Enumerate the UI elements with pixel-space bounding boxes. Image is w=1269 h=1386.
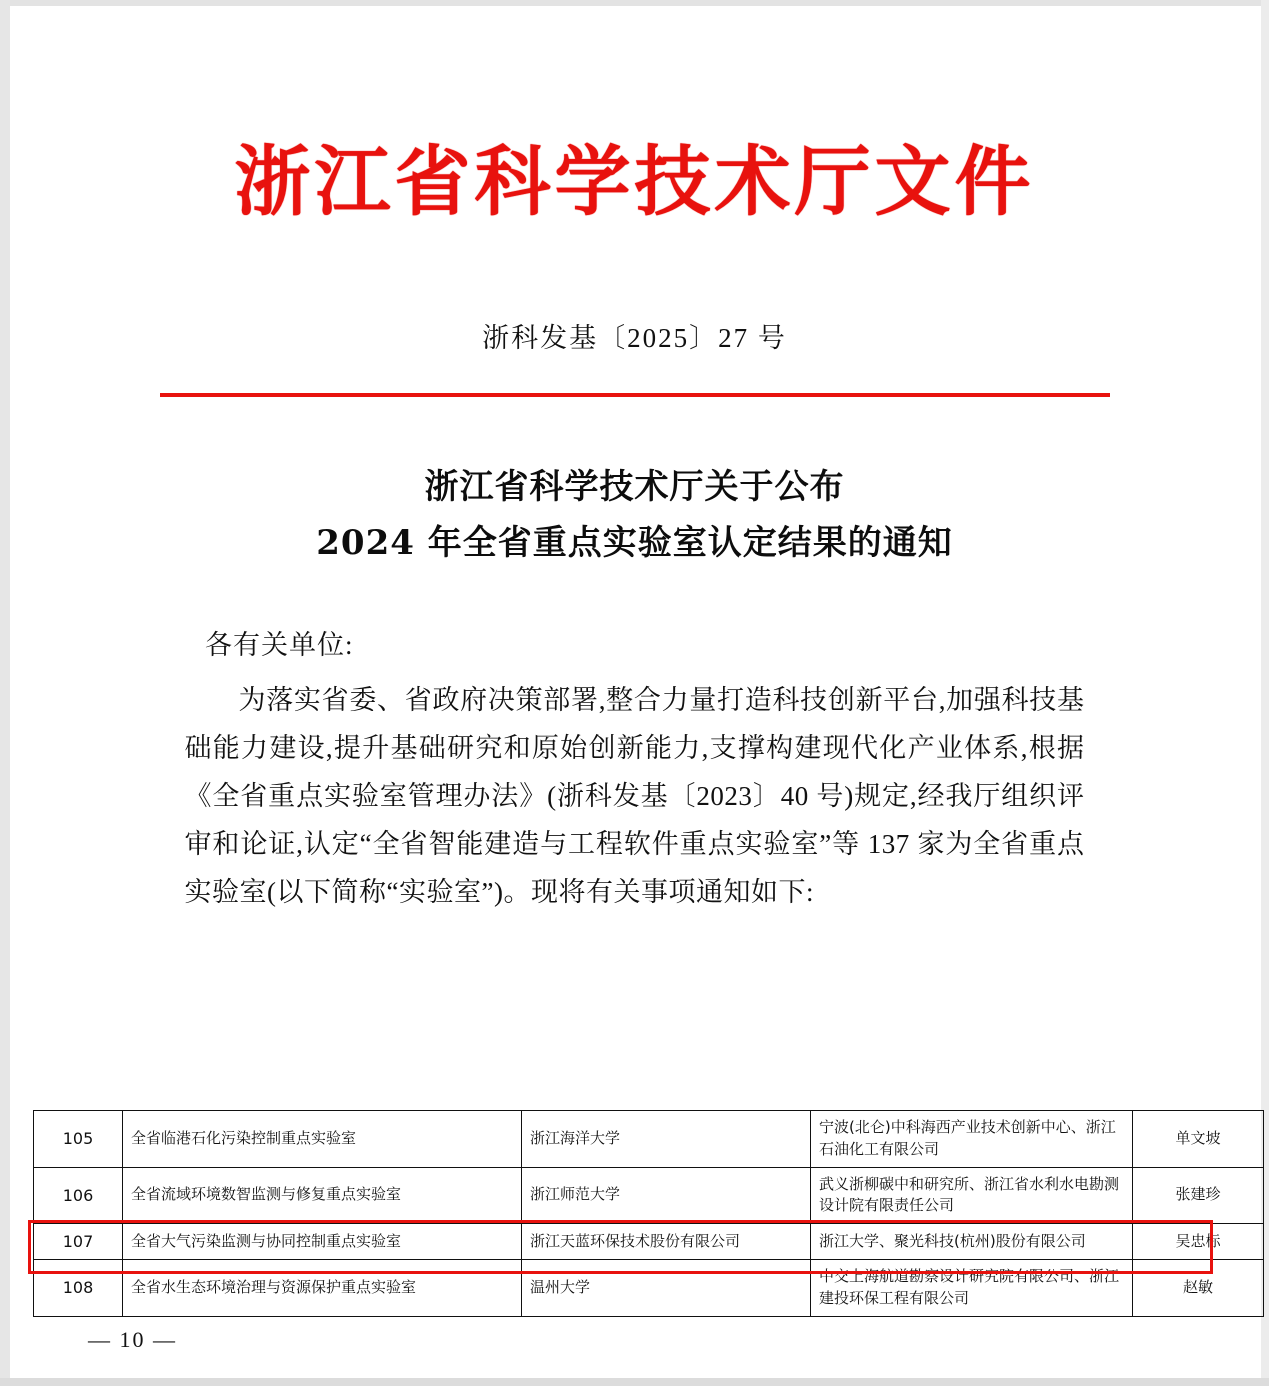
red-divider-rule (160, 393, 1110, 397)
lab-table (33, 1110, 1264, 1317)
cell-host-unit: 温州大学 (522, 1260, 811, 1317)
cell-host-unit: 浙江天蓝环保技术股份有限公司 (522, 1224, 811, 1260)
scan-edge-bottom (0, 1378, 1269, 1386)
table-row (34, 1260, 1264, 1317)
page-number: — 10 — (88, 1327, 177, 1352)
cell-no: 108 (34, 1260, 123, 1317)
cell-lab-name: 全省大气污染监测与协同控制重点实验室 (123, 1224, 522, 1260)
page-title-line2: 2024 年全省重点实验室认定结果的通知 (316, 522, 953, 563)
lab-table-body (34, 1111, 1264, 1317)
cell-no: 106 (34, 1167, 123, 1224)
cell-person: 单文坡 (1133, 1111, 1264, 1168)
cell-no: 105 (34, 1111, 123, 1168)
document-number: 浙科发基〔2025〕27 号 (482, 322, 787, 353)
masthead-title: 浙江省科学技术厅文件 (234, 137, 1035, 226)
cell-person: 赵敏 (1133, 1260, 1264, 1317)
cell-cooperation-unit: 浙江大学、聚光科技(杭州)股份有限公司 (811, 1224, 1133, 1260)
table-row-highlighted (34, 1224, 1264, 1260)
cell-cooperation-unit: 武义浙柳碳中和研究所、浙江省水利水电勘测设计院有限责任公司 (811, 1167, 1133, 1224)
cell-person: 张建珍 (1133, 1167, 1264, 1224)
page-title (0, 459, 1269, 571)
cell-host-unit: 浙江海洋大学 (522, 1111, 811, 1168)
cell-person: 吴忠标 (1133, 1224, 1264, 1260)
page-title-line1: 浙江省科学技术厅关于公布 (424, 466, 845, 507)
cell-lab-name: 全省流域环境数智监测与修复重点实验室 (123, 1167, 522, 1224)
cell-lab-name: 全省水生态环境治理与资源保护重点实验室 (123, 1260, 522, 1317)
cell-host-unit: 浙江师范大学 (522, 1167, 811, 1224)
cell-cooperation-unit: 中交上海航道勘察设计研究院有限公司、浙江建投环保工程有限公司 (811, 1260, 1133, 1317)
cell-cooperation-unit: 宁波(北仑)中科海西产业技术创新中心、浙江石油化工有限公司 (811, 1111, 1133, 1168)
cell-no: 107 (34, 1224, 123, 1260)
salutation: 各有关单位: (205, 629, 354, 660)
cell-lab-name: 全省临港石化污染控制重点实验室 (123, 1111, 522, 1168)
table-row (34, 1167, 1264, 1224)
table-row (34, 1111, 1264, 1168)
body-paragraph-1: 为落实省委、省政府决策部署,整合力量打造科技创新平台,加强科技基础能力建设,提升基础研究和原始创新能力,支撑构建现代化产业体系,根据《全省重点实验室管理办法》(浙科发基〔2023〕40 号)规定,经我厅组织评审和论证,认定“全省智能建造与工程软件重点实验室”等 137 家为全省重点实验室(以下简称“实验室”)。现将有关事项通知如下: (184, 684, 1085, 907)
lab-table-container (33, 1110, 1221, 1317)
